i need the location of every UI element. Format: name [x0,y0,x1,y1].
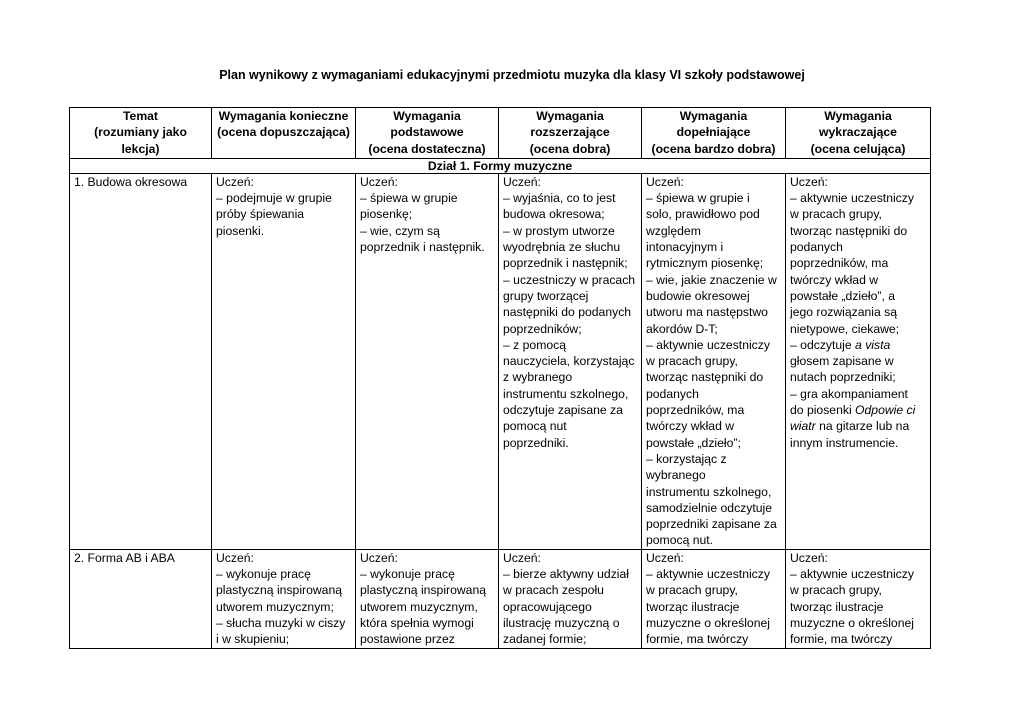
requirements-table [69,107,931,649]
topic-cell: 2. Forma AB i ABA [70,549,212,648]
table-row [70,173,931,549]
header-complementary: Wymagania dopełniające (ocena bardzo dobra) [642,108,786,159]
cell-complementary: Uczeń: – aktywnie uczestniczy w pracach grupy, tworząc ilustracje muzyczne o określonej formie, ma twórczy [642,549,786,648]
cell-exceeding: Uczeń: – aktywnie uczestniczy w pracach grupy, tworząc ilustracje muzyczne o określonej formie, ma twórczy [786,549,931,648]
header-required: Wymagania konieczne (ocena dopuszczająca) [212,108,356,159]
song-title-line: do piosenki Odpowie ci [790,403,916,418]
cell-required: Uczeń: – wykonuje pracę plastyczną inspirowaną utworem muzycznym; – słucha muzyki w ciszy i w skupieniu; [212,549,356,648]
section-title: Dział 1. Formy muzyczne [70,158,931,173]
song-title-line-2: wiatr na gitarze lub na [790,419,910,434]
header-extended: Wymagania rozszerzające (ocena dobra) [499,108,642,159]
cell-extended: Uczeń: – wyjaśnia, co to jest budowa okresowa; – w prostym utworze wyodrębnia ze słuchu poprzednik i następnik; – uczestniczy w pracach grupy tworzącej następniki do podanych poprzedników; – z pomocą nauczyciela, korzystając z wybranego instrumentu szkolnego, odczytuje zapisane za pomocą nut poprzedniki. [499,173,642,549]
header-basic: Wymagania podstawowe (ocena dostateczna) [356,108,499,159]
topic-cell: 1. Budowa okresowa [70,173,212,549]
a-vista-line: – odczytuje a vista [790,337,891,352]
cell-basic: Uczeń: – śpiewa w grupie piosenkę; – wie, czym są poprzednik i następnik. [356,173,499,549]
header-topic: Temat (rozumiany jako lekcja) [70,108,212,159]
cell-exceeding: Uczeń: – aktywnie uczestniczy w pracach grupy, tworząc następniki do podanych poprzedników, ma twórczy wkład w powstałe „dzieło”, a jego rozwiązania są nietypowe, ciekawe; – odczytuje a vista głosem zapisane w nutach poprzedniki; – gra akompaniament do piosenki Odpowie ci wiatr na gitarze lub na innym instrumencie. [786,173,931,549]
cell-basic: Uczeń: – wykonuje pracę plastyczną inspirowaną utworem muzycznym, która spełnia wymogi postawione przez [356,549,499,648]
cell-extended: Uczeń: – bierze aktywny udział w pracach zespołu opracowującego ilustrację muzyczną o zadanej formie; [499,549,642,648]
section-row [70,158,931,173]
page-title: Plan wynikowy z wymaganiami edukacyjnymi przedmiotu muzyka dla klasy VI szkoły podstawowej [219,68,805,82]
table-row [70,549,931,648]
cell-required: Uczeń: – podejmuje w grupie próby śpiewania piosenki. [212,173,356,549]
cell-complementary: Uczeń: – śpiewa w grupie i solo, prawidłowo pod względem intonacyjnym i rytmicznym piosenkę; – wie, jakie znaczenie w budowie okresowej utworu ma następstwo akordów D-T; – aktywnie uczestniczy w pracach grupy, tworząc następniki do podanych poprzedników, ma twórczy wkład w powstałe „dzieło”; – korzystając z wybranego instrumentu szkolnego, samodzielnie odczytuje poprzedniki zapisane za pomocą nut. [642,173,786,549]
header-row [70,108,931,159]
header-exceeding: Wymagania wykraczające (ocena celująca) [786,108,931,159]
